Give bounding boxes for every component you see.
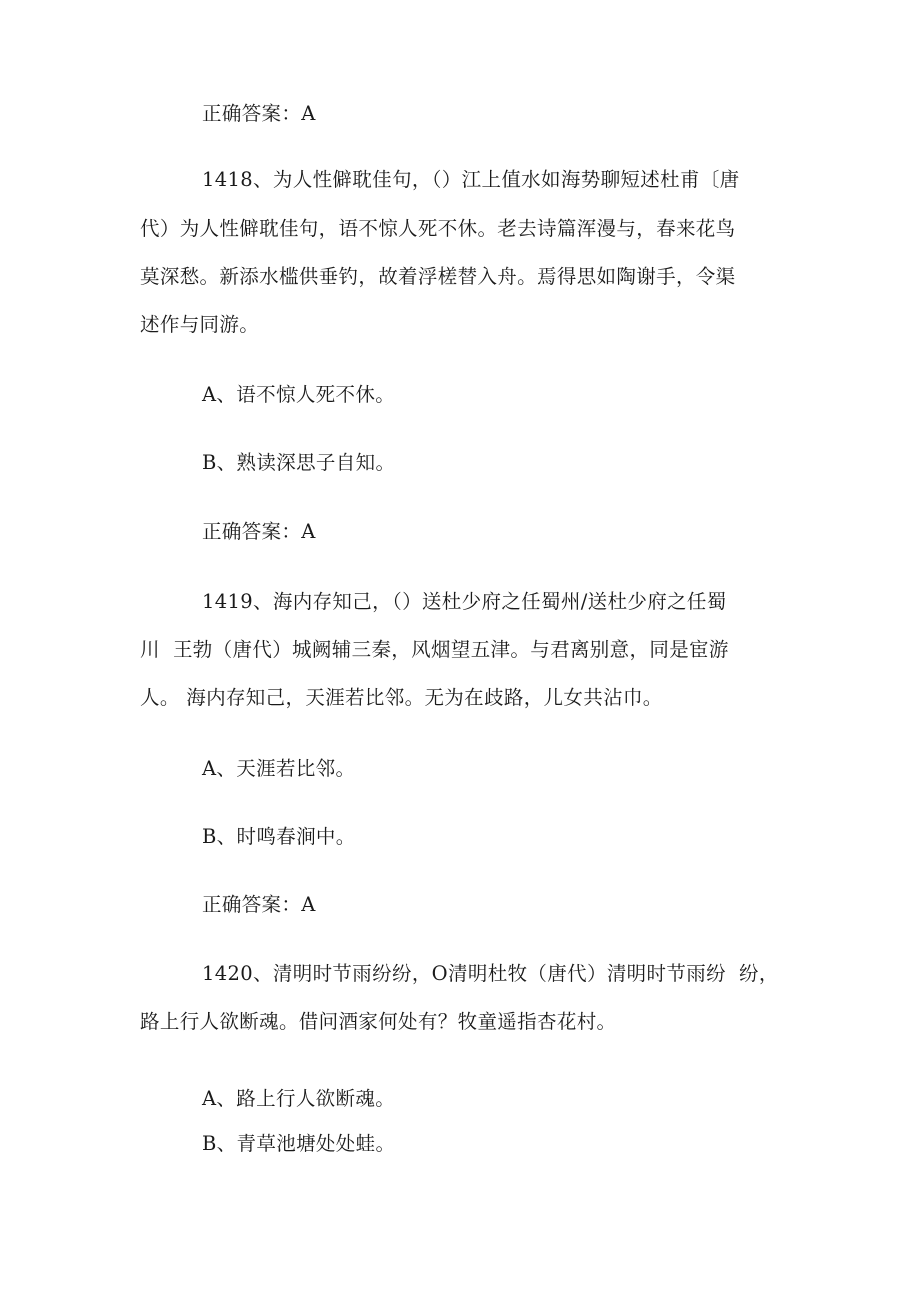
option-b: B、时鸣春涧中。 (202, 825, 356, 848)
option-a: A、路上行人欲断魂。 (202, 1087, 396, 1110)
option-b: B、青草池塘处处蛙。 (202, 1132, 396, 1155)
question-1420-line-1: 1420、清明时节雨纷纷，O清明杜牧（唐代）清明时节雨纷 纷， (202, 962, 779, 985)
answer-line: 正确答案：A (202, 102, 316, 125)
question-1418-line-3: 莫深愁。新添水槛供垂钓，故着浮槎替入舟。焉得思如陶谢手，令渠 (140, 265, 736, 288)
answer-line: 正确答案：A (202, 520, 316, 543)
question-1419-line-3: 人。 海内存知己，天涯若比邻。无为在歧路，儿女共沾巾。 (140, 686, 663, 709)
question-1419-line-2: 川 王勃（唐代）城阙辅三秦，风烟望五津。与君离别意，同是宦游 (140, 638, 729, 661)
option-a: A、天涯若比邻。 (202, 757, 356, 780)
answer-line: 正确答案：A (202, 893, 316, 916)
question-1418-line-1: 1418、为人性僻耽佳句，（）江上值水如海势聊短述杜甫〔唐 (202, 168, 740, 191)
question-1418-line-4: 述作与同游。 (140, 313, 260, 336)
question-1420-line-2: 路上行人欲断魂。借问酒家何处有？牧童遥指杏花村。 (140, 1010, 617, 1033)
option-b: B、熟读深思子自知。 (202, 451, 396, 474)
question-1419-line-1: 1419、海内存知己，（）送杜少府之任蜀州/送杜少府之任蜀 (202, 590, 727, 613)
option-a: A、语不惊人死不休。 (202, 383, 396, 406)
question-1418-line-2: 代）为人性僻耽佳句，语不惊人死不休。老去诗篇浑漫与，春来花鸟 (140, 217, 736, 240)
